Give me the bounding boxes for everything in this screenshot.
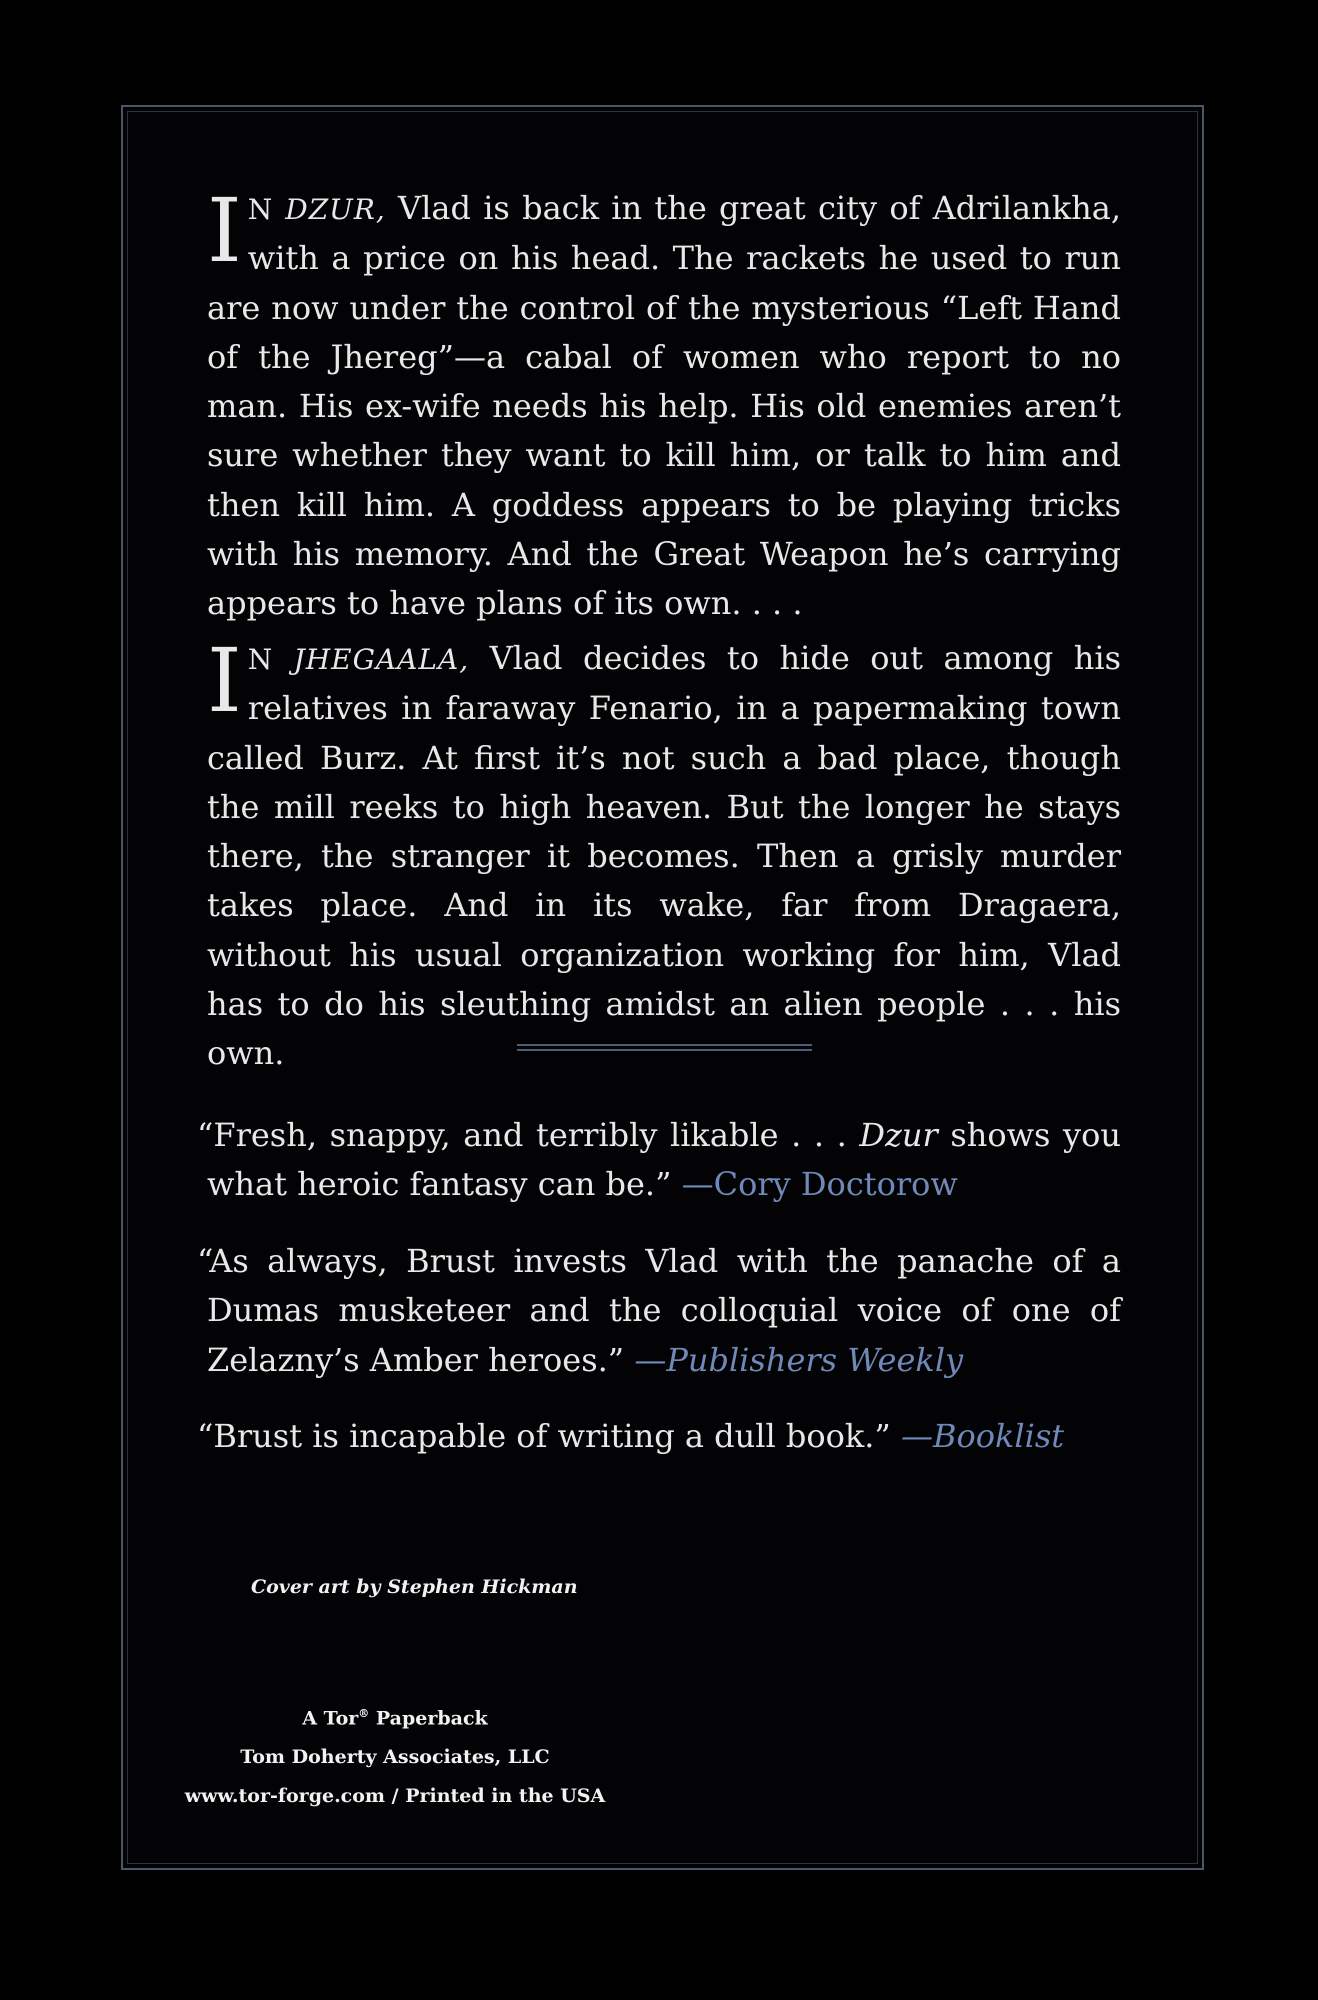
book-title-jhegaala: JHEGAALA, <box>293 643 470 676</box>
imprint-paperback: Paperback <box>369 1707 488 1730</box>
lead-smallcaps: N <box>247 643 294 676</box>
book-title-dzur: DZUR, <box>285 193 386 226</box>
publisher-imprint <box>150 1694 640 1816</box>
quote-text: “Fresh, snappy, and terribly likable . . . <box>197 1116 860 1154</box>
cover-art-credit: Cover art by Stephen Hickman <box>251 1576 578 1598</box>
synopsis-dzur <box>207 179 1121 629</box>
synopsis-body: Vlad decides to hide out among his relatives in faraway Fenario, in a papermaking town called Burz. At first it’s not such a bad place, though the mill reeks to high heaven. But the longer he stays there, the stranger it becomes. Then a grisly murder takes place. And in its wake, far from Dragaera, without his usual organization working for him, Vlad has to do his sleuthing amidst an alien people . . . his own. <box>207 639 1121 1073</box>
quote-attribution: —Publishers Weekly <box>634 1340 964 1379</box>
section-divider <box>517 1044 812 1051</box>
registered-mark: ® <box>358 1707 370 1720</box>
quote-attribution: —Cory Doctorow <box>681 1165 958 1204</box>
drop-cap: I <box>207 629 242 732</box>
review-quote <box>197 1111 1121 1210</box>
imprint-line-2: Tom Doherty Associates, LLC <box>240 1746 550 1769</box>
quote-text-end: shows you what heroic fantasy can be.” <box>207 1116 1122 1204</box>
lead-smallcaps: N <box>247 193 286 226</box>
imprint-tor: A Tor <box>302 1707 359 1730</box>
quote-text: “As always, Brust invests Vlad with the panache of a Dumas musketeer and the colloquial voice of one of Zelazny’s Amber heroes.” <box>197 1242 1121 1379</box>
review-quote <box>197 1412 1121 1461</box>
synopsis-jhegaala <box>207 629 1121 1079</box>
imprint-line-3: www.tor-forge.com / Printed in the USA <box>184 1785 606 1808</box>
quote-attribution: —Booklist <box>900 1417 1065 1455</box>
imprint-line-1 <box>150 1694 640 1738</box>
quote-emphasis: Dzur <box>859 1116 938 1154</box>
synopsis-body: Vlad is back in the great city of Adrilankha, with a price on his head. The rackets he used to run are now under the control of the mysterious “Left Hand of the Jhereg”—a cabal of women who report to no man. His ex-wife needs his help. His old enemies aren’t sure whether they want to kill him, or talk to him and then kill him. A goddess appears to be playing tricks with his memory. And the Great Weapon he’s carrying appears to have plans of its own. . . . <box>207 189 1121 623</box>
review-quote <box>197 1237 1121 1385</box>
drop-cap: I <box>207 179 242 282</box>
quote-text: “Brust is incapable of writing a dull book.” <box>197 1417 901 1455</box>
